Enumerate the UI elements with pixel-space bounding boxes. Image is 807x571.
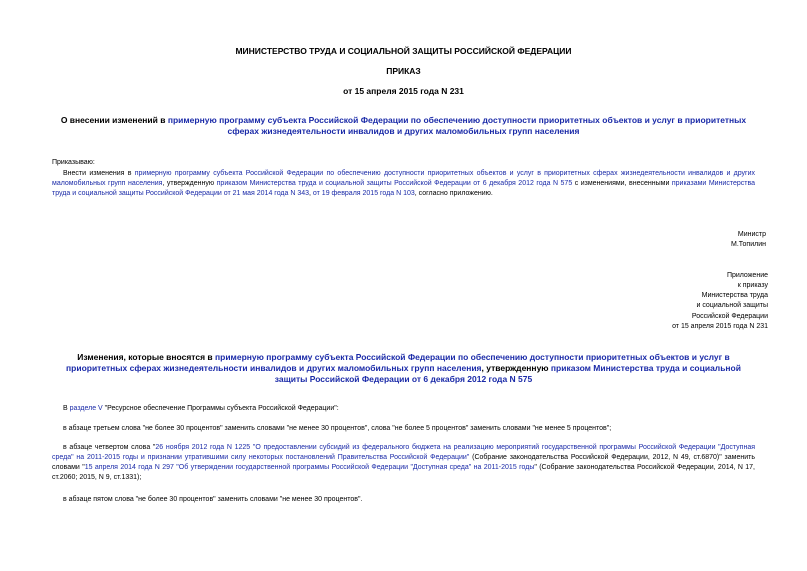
amendment-paragraph-4 <box>52 443 755 484</box>
order-575-link[interactable]: приказом Министерства труда и социальной защиты Российской Федерации от 6 декабря 2012 года N 575 <box>216 180 573 188</box>
ministry-heading: МИНИСТЕРСТВО ТРУДА И СОЦИАЛЬНОЙ ЗАЩИТЫ РОССИЙСКОЙ ФЕДЕРАЦИИ <box>235 46 572 56</box>
order-text-mid2: с изменениями, внесенными <box>572 180 672 188</box>
date-number-heading: от 15 апреля 2015 года N 231 <box>343 86 464 96</box>
doc-type-heading: ПРИКАЗ <box>386 66 421 76</box>
amendment-paragraph-3: в абзаце третьем слова "не более 30 процентов" заменить словами "не менее 30 процентов", слова "не более 5 процентов" заменить словами "не менее 5 процентов"; <box>63 425 612 432</box>
amendment-4-pre: в абзаце четвертом слова " <box>63 444 156 451</box>
amendment-paragraph-5: в абзаце пятом слова "не более 30 процентов" заменить словами "не менее 30 процентов". <box>63 496 363 503</box>
order-103-link[interactable]: от 19 февраля 2015 года N 103 <box>312 190 415 198</box>
order-text-start: Внести изменения в <box>63 170 135 177</box>
amendment-4-end: " (Собрание законодательства Российской Федерации, 2014, N 17, ст.2060; 2015, N 9, ст.1331); <box>52 464 755 482</box>
changes-program-link[interactable]: примерную программу субъекта Российской Федерации по обеспечению доступности приоритетных объектов и услуг в приоритетных сферах жизнедеятельности инвалидов и других маломобильных групп населения <box>66 352 730 374</box>
section-ref-pre: В <box>63 405 70 412</box>
changes-title-prefix: Изменения, которые вносятся в <box>77 352 215 362</box>
decree-1225-link[interactable]: 26 ноября 2012 года N 1225 "О предоставлении субсидий из федерального бюджета на реализацию мероприятий государственной программы Российской Федерации "Доступная среда" на 2011-2015 годы и признании утратившими силу некоторых постановлений Правительства Российской Федерации" <box>52 444 755 462</box>
section-reference <box>52 404 755 414</box>
section-ref-post: "Ресурсное обеспечение Программы субъекта Российской Федерации": <box>102 405 339 412</box>
appendix-line: к приказу <box>737 282 768 290</box>
order-paragraph <box>52 169 755 199</box>
signature-name: М.Топилин <box>731 241 766 248</box>
order-text-mid3: , <box>309 190 313 198</box>
appendix-line: и социальной защиты <box>696 302 768 310</box>
changes-575-link[interactable]: приказом Министерства труда и социальной защиты Российской Федерации от 6 декабря 2012 года N 575 <box>274 363 741 385</box>
amendment-4-mid: (Собрание законодательства Российской Федерации, 2012, N 49, ст.6870)" заменить словами " <box>52 454 755 472</box>
section-v-link[interactable]: разделе V <box>69 405 103 412</box>
changes-title-mid: , утвержденную <box>481 363 551 374</box>
order-lead: Приказываю: <box>52 159 95 166</box>
order-text-end: , согласно приложению. <box>414 190 493 198</box>
order-343-link[interactable]: приказами Министерства труда и социальной защиты Российской Федерации от 21 мая 2014 года N 343 <box>52 180 755 198</box>
document-title <box>52 115 755 137</box>
signature-role: Министр <box>737 231 766 238</box>
title-program-link[interactable]: примерную программу субъекта Российской Федерации по обеспечению доступности приоритетных объектов и услуг в приоритетных сферах жизнедеятельности инвалидов и других маломобильных групп населения <box>167 115 747 137</box>
changes-title <box>52 352 755 385</box>
appendix-line: Приложение <box>726 272 768 279</box>
appendix-line: Министерства труда <box>701 292 768 300</box>
order-program-link[interactable]: примерную программу субъекта Российской Федерации по обеспечению доступности приоритетных объектов и услуг в приоритетных сферах жизнедеятельности инвалидов и других маломобильных групп населения <box>52 170 756 188</box>
appendix-line: от 15 апреля 2015 года N 231 <box>672 322 768 330</box>
order-text-mid1: , утвержденную <box>162 180 217 188</box>
decree-297-link[interactable]: 15 апреля 2014 года N 297 "Об утверждении государственной программы Российской Федерации "Доступная среда" на 2011-2015 годы <box>84 464 535 472</box>
appendix-line: Российской Федерации <box>691 312 768 320</box>
appendix-block <box>52 271 768 332</box>
title-prefix: О внесении изменений в <box>60 115 168 125</box>
